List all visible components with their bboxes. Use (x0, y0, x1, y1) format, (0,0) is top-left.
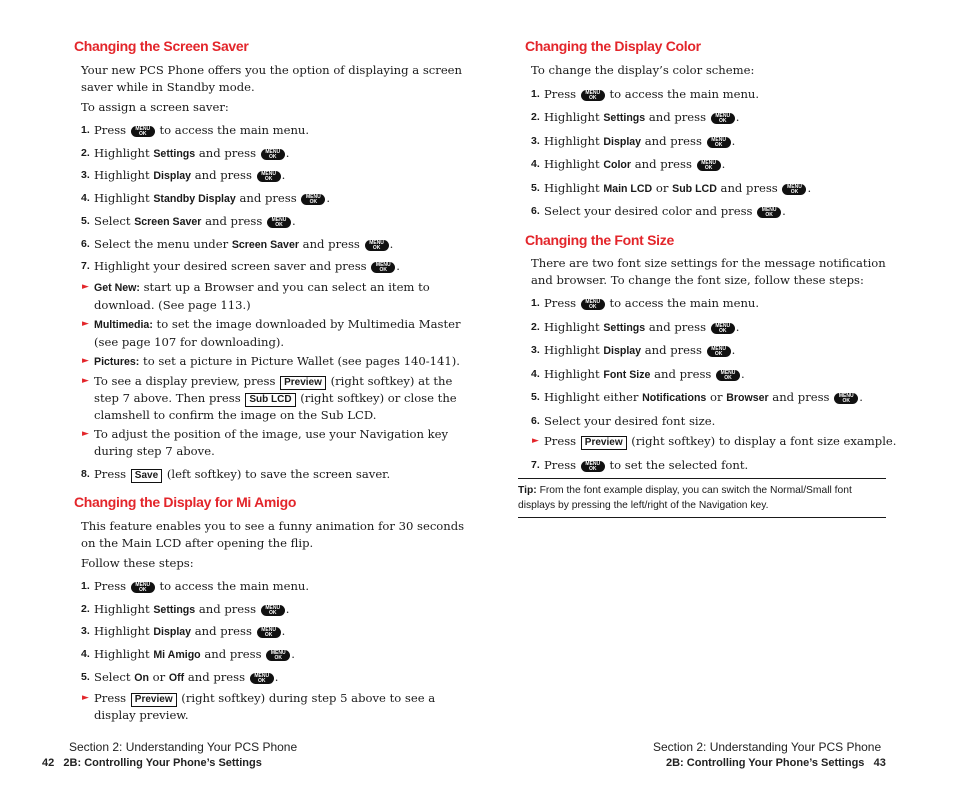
step-item: 3. Highlight Display and press MENU OK . (81, 168, 286, 182)
step-item: 2. Highlight Settings and press MENU OK . (81, 602, 290, 616)
bullet-arrow-icon: ► (82, 282, 89, 292)
step-item: 6. Select the menu under Screen Saver and press MENU OK . (81, 237, 394, 251)
mi-amigo-intro: This feature enables you to see a funny animation for 30 seconds on the Main LCD after opening the flip. (81, 519, 465, 550)
footer-section-right: Section 2: Understanding Your PCS Phone (653, 740, 882, 754)
step-item: 5. Select Screen Saver and press MENU OK . (81, 214, 296, 228)
step-item: 3. Highlight Display and press MENU OK . (531, 134, 736, 148)
menu-ok-key-icon: MENU OK (834, 393, 858, 404)
font-size-intro: There are two font size settings for the message notification and browser. To change the font size, follow these steps: (531, 256, 886, 287)
menu-ok-key-icon: MENU OK (257, 627, 281, 638)
tip-text: From the font example display, you can switch the Normal/Small font displays by pressing the left/right of the Navigation key. (518, 485, 852, 511)
page-number-right: 43 (873, 757, 886, 769)
bullet-arrow-icon: ► (532, 436, 539, 446)
section-heading-mi-amigo: Changing the Display for Mi Amigo (74, 494, 297, 510)
step-item: 6. Select your desired color and press MENU OK . (531, 204, 786, 218)
bullet-item: ► Press Preview (right softkey) to display a font size example. (532, 434, 897, 448)
menu-ok-key-icon: MENU OK (581, 461, 605, 472)
tip-box (518, 478, 886, 518)
menu-ok-key-icon: MENU OK (301, 194, 325, 205)
menu-ok-key-icon: MENU OK (257, 171, 281, 182)
menu-ok-key-icon: MENU OK (131, 126, 155, 137)
bullet-item: ► Pictures: to set a picture in Picture Wallet (see pages 140-141). (82, 354, 460, 368)
step-item: 5. Select On or Off and press MENU OK . (81, 670, 279, 684)
bullet-item: ► To see a display preview, press Preview (right softkey) at the step 7 above. Then press Sub LCD (right softkey) or close the clamshell to confirm the image on the Sub LCD. (82, 374, 457, 422)
step-item: 4. Highlight Color and press MENU OK . (531, 157, 726, 171)
step-item: 4. Highlight Font Size and press MENU OK . (531, 367, 745, 381)
menu-ok-key-icon: MENU OK (581, 299, 605, 310)
footer-right (666, 757, 886, 769)
menu-ok-key-icon: MENU OK (266, 650, 290, 661)
bullet-arrow-icon: ► (82, 319, 89, 329)
page-number-left: 42 (42, 757, 55, 769)
sub-lcd-softkey: Sub LCD (245, 393, 295, 407)
menu-ok-key-icon: MENU OK (365, 240, 389, 251)
step-item: 7. Press MENU OK to set the selected font. (531, 458, 749, 472)
footer-left (42, 757, 262, 769)
menu-ok-key-icon: MENU OK (782, 184, 806, 195)
save-softkey: Save (131, 469, 162, 483)
footer-chapter-right: 2B: Controlling Your Phone’s Settings (666, 757, 865, 769)
step-item: 1. Press MENU OK to access the main menu. (531, 296, 760, 310)
step-item: 1. Press MENU OK to access the main menu. (81, 579, 310, 593)
menu-ok-key-icon: MENU OK (267, 217, 291, 228)
step-item: 7. Highlight your desired screen saver and press MENU OK . (81, 259, 400, 273)
preview-softkey: Preview (280, 376, 326, 390)
bullet-item: ► Press Preview (right softkey) during step 5 above to see a display preview. (82, 691, 436, 722)
menu-ok-key-icon: MENU OK (707, 346, 731, 357)
bullet-arrow-icon: ► (82, 693, 89, 703)
menu-ok-key-icon: MENU OK (707, 137, 731, 148)
menu-ok-key-icon: MENU OK (711, 323, 735, 334)
step-item: 3. Highlight Display and press MENU OK . (81, 624, 286, 638)
step-item: 2. Highlight Settings and press MENU OK . (531, 320, 740, 334)
menu-ok-key-icon: MENU OK (371, 262, 395, 273)
bullet-item: ► Multimedia: to set the image downloaded by Multimedia Master (see page 107 for downloading). (82, 317, 461, 349)
bullet-arrow-icon: ► (82, 356, 89, 366)
menu-ok-key-icon: MENU OK (250, 673, 274, 684)
menu-ok-key-icon: MENU OK (757, 207, 781, 218)
bullet-item: ► Get New: start up a Browser and you can select an item to download. (See page 113.) (82, 280, 430, 312)
tip-label: Tip: (518, 485, 537, 496)
step-item: 1. Press MENU OK to access the main menu. (531, 87, 760, 101)
section-heading-screen-saver: Changing the Screen Saver (74, 38, 249, 54)
step-item: 8. Press Save (left softkey) to save the screen saver. (81, 467, 391, 481)
step-item: 4. Highlight Standby Display and press MENU OK . (81, 191, 331, 205)
menu-ok-key-icon: MENU OK (716, 370, 740, 381)
menu-ok-key-icon: MENU OK (131, 582, 155, 593)
preview-softkey: Preview (131, 693, 177, 707)
bullet-item: ► To adjust the position of the image, use your Navigation key during step 7 above. (82, 427, 449, 458)
step-item: 2. Highlight Settings and press MENU OK . (531, 110, 740, 124)
step-item: 2. Highlight Settings and press MENU OK . (81, 146, 290, 160)
footer-chapter-left: 2B: Controlling Your Phone’s Settings (63, 757, 262, 769)
menu-ok-key-icon: MENU OK (261, 149, 285, 160)
menu-ok-key-icon: MENU OK (581, 90, 605, 101)
screen-saver-intro: Your new PCS Phone offers you the option of displaying a screen saver while in Standby mode. (81, 63, 463, 94)
section-heading-font-size: Changing the Font Size (525, 232, 674, 248)
bullet-arrow-icon: ► (82, 429, 89, 439)
menu-ok-key-icon: MENU OK (697, 160, 721, 171)
bullet-arrow-icon: ► (82, 376, 89, 386)
step-item: 6. Select your desired font size. (531, 414, 716, 428)
screen-saver-lead: To assign a screen saver: (81, 100, 229, 114)
section-heading-display-color: Changing the Display Color (525, 38, 701, 54)
preview-softkey: Preview (581, 436, 627, 450)
step-item: 3. Highlight Display and press MENU OK . (531, 343, 736, 357)
mi-amigo-lead: Follow these steps: (81, 556, 194, 570)
step-item: 5. Highlight Main LCD or Sub LCD and press MENU OK . (531, 181, 812, 195)
menu-ok-key-icon: MENU OK (711, 113, 735, 124)
footer-section-left: Section 2: Understanding Your PCS Phone (69, 740, 298, 754)
display-color-lead: To change the display’s color scheme: (531, 63, 755, 77)
step-item: 1. Press MENU OK to access the main menu. (81, 123, 310, 137)
step-item: 4. Highlight Mi Amigo and press MENU OK . (81, 647, 295, 661)
step-item: 5. Highlight either Notifications or Browser and press MENU OK . (531, 390, 863, 404)
menu-ok-key-icon: MENU OK (261, 605, 285, 616)
